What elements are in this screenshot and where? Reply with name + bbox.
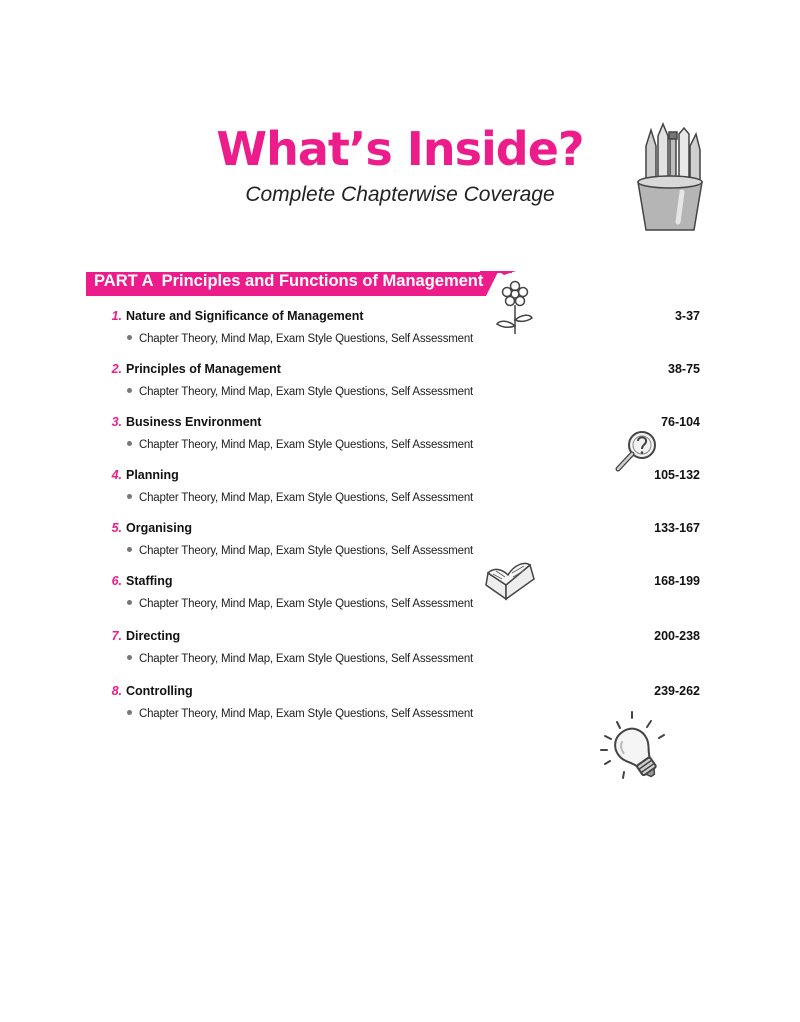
chapter-details xyxy=(127,653,473,665)
chapter-item[interactable] xyxy=(0,629,800,669)
chapter-pages: 168-199 xyxy=(654,574,700,588)
chapter-pages: 3-37 xyxy=(674,309,700,323)
page-title: What’s Inside? xyxy=(216,122,584,176)
chapter-pages: 239-262 xyxy=(654,684,700,698)
chapter-number: 2. xyxy=(111,362,122,376)
chapter-pages: 133-167 xyxy=(654,521,700,535)
bullet-icon xyxy=(127,441,132,446)
part-title: Principles and Functions of Management xyxy=(161,272,484,290)
chapter-item[interactable] xyxy=(0,362,800,402)
chapter-number: 5. xyxy=(111,521,122,535)
chapter-number: 7. xyxy=(111,629,122,643)
pencil-cup-icon xyxy=(632,122,708,236)
page-subtitle: Complete Chapterwise Coverage xyxy=(245,183,555,206)
chapter-details-text: Chapter Theory, Mind Map, Exam Style Questions, Self Assessment xyxy=(139,708,474,720)
chapter-details-text: Chapter Theory, Mind Map, Exam Style Questions, Self Assessment xyxy=(139,653,474,665)
chapter-pages: 76-104 xyxy=(661,415,700,429)
chapter-item[interactable] xyxy=(0,521,800,561)
chapter-pages: 38-75 xyxy=(668,362,700,376)
bullet-icon xyxy=(127,494,132,499)
bullet-icon xyxy=(127,335,132,340)
chapter-details xyxy=(127,492,473,504)
chapter-number: 3. xyxy=(111,415,122,429)
chapter-number: 8. xyxy=(111,684,122,698)
chapter-details xyxy=(127,708,473,720)
chapter-details-text: Chapter Theory, Mind Map, Exam Style Questions, Self Assessment xyxy=(139,598,474,610)
chapter-number: 1. xyxy=(111,309,122,323)
bullet-icon xyxy=(127,655,132,660)
chapter-title[interactable]: Controlling xyxy=(126,684,193,698)
chapter-item[interactable] xyxy=(0,468,800,508)
chapter-details-text: Chapter Theory, Mind Map, Exam Style Questions, Self Assessment xyxy=(139,439,474,451)
chapter-details-text: Chapter Theory, Mind Map, Exam Style Questions, Self Assessment xyxy=(139,492,474,504)
chapter-title[interactable]: Directing xyxy=(126,629,181,643)
chapter-pages: 200-238 xyxy=(654,629,700,643)
chapter-title[interactable]: Organising xyxy=(126,521,192,535)
chapter-number: 6. xyxy=(111,574,122,588)
chapter-pages: 105-132 xyxy=(654,468,700,482)
chapter-details-text: Chapter Theory, Mind Map, Exam Style Questions, Self Assessment xyxy=(139,386,474,398)
bullet-icon xyxy=(127,710,132,715)
chapter-title[interactable]: Planning xyxy=(126,468,179,482)
chapter-title[interactable]: Staffing xyxy=(126,574,173,588)
chapter-details xyxy=(127,598,473,610)
part-label: PART A xyxy=(94,272,154,290)
chapter-details-text: Chapter Theory, Mind Map, Exam Style Questions, Self Assessment xyxy=(139,545,474,557)
bullet-icon xyxy=(127,547,132,552)
chapter-details xyxy=(127,545,473,557)
chapter-title[interactable]: Business Environment xyxy=(126,415,262,429)
chapter-title[interactable]: Principles of Management xyxy=(126,362,281,376)
chapter-item[interactable] xyxy=(0,415,800,455)
chapter-number: 4. xyxy=(111,468,122,482)
chapter-item[interactable] xyxy=(0,309,800,349)
chapter-item[interactable] xyxy=(0,574,800,614)
chapter-details xyxy=(127,386,473,398)
chapter-details xyxy=(127,439,473,451)
chapter-title[interactable]: Nature and Significance of Management xyxy=(126,309,364,323)
bullet-icon xyxy=(127,600,132,605)
bullet-icon xyxy=(127,388,132,393)
chapter-details-text: Chapter Theory, Mind Map, Exam Style Questions, Self Assessment xyxy=(139,333,474,345)
chapter-details xyxy=(127,333,473,345)
chapter-item[interactable] xyxy=(0,684,800,724)
